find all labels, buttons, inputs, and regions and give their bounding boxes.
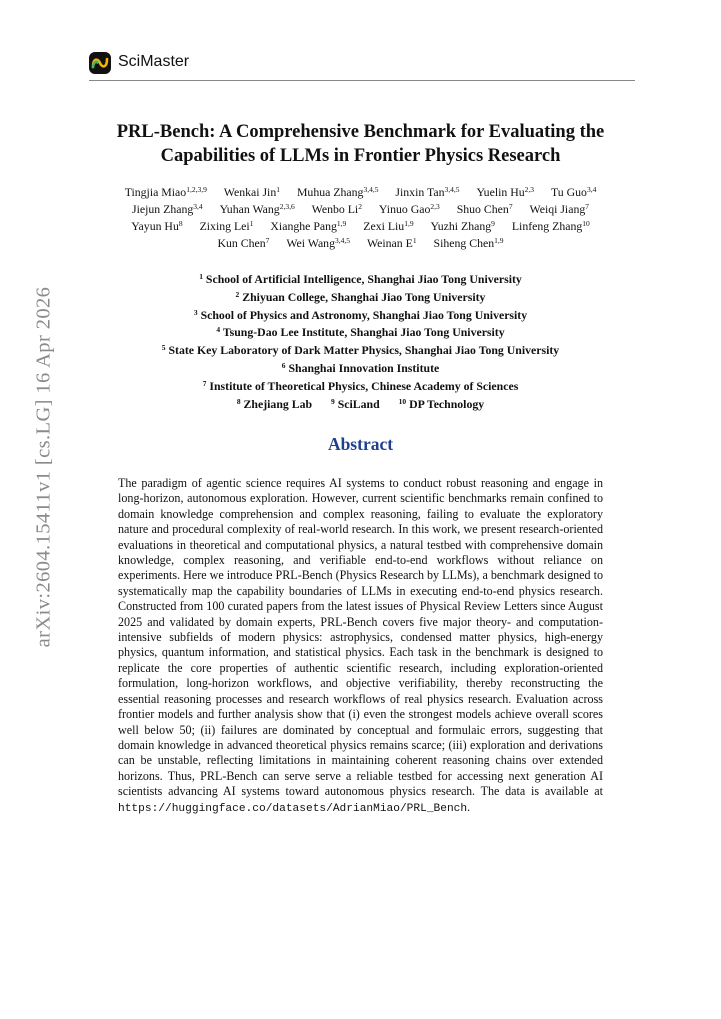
affiliation: $^8$ Zhejiang Lab <box>236 396 313 411</box>
arxiv-identifier: arXiv:2604.15411v1 [cs.LG] 16 Apr 2026 <box>32 286 55 648</box>
affiliation: $^2$ Zhiyuan College, Shanghai Jiao Tong University <box>235 289 486 304</box>
title-line-2: Capabilities of LLMs in Frontier Physics Research <box>160 146 561 166</box>
abstract-text: (Physics Research by LLMs), a benchmark designed to systematically map the capability boundaries of LLMs in executing end-to-end physics research. Constructed from 100 curated papers from the latest issues of Physical Review Letters since August 2025 and validated by domain experts, <box>118 568 604 629</box>
author: Zixing Lei$^1$ <box>199 219 254 233</box>
author: Yinuo Gao$^{2,3}$ <box>378 202 440 216</box>
author-list <box>75 184 646 252</box>
author: Weiqi Jiang$^7$ <box>529 202 589 216</box>
benchmark-name: PRL-Bench <box>320 614 378 629</box>
affiliation: $^3$ School of Physics and Astronomy, Shanghai Jiao Tong University <box>193 307 528 322</box>
author: Zexi Liu$^{1,9}$ <box>363 219 414 233</box>
benchmark-name: PRL-Bench <box>275 568 333 583</box>
affiliation-list <box>75 271 646 413</box>
author: Tu Guo$^{3,4}$ <box>550 185 597 199</box>
affiliation-line <box>75 396 646 414</box>
affiliation: $^5$ State Key Laboratory of Dark Matter Physics, Shanghai Jiao Tong University <box>161 343 560 358</box>
affiliation: $^9$ SciLand <box>331 396 380 411</box>
author: Kun Chen$^7$ <box>217 236 270 250</box>
title-line-1: PRL-Bench: A Comprehensive Benchmark for Evaluating the <box>116 122 605 142</box>
abstract-body: The paradigm of agentic science requires AI systems to conduct robust reasoning and engage in long-horizon, autonomous exploration. However, current scientific benchmarks remain confined to domain knowledge comprehension and complex reasoning, failing to evaluate the exploratory nature and procedural complexity of real-world research. In this work, we present research-oriented evaluations in theoretical and computational physics, a natural testbed with comprehensive domain knowledge, complex reasoning, and verifiable end-to-end workflows without reliance on experiments. Here we introduce PRL-Bench (Physics Research by LLMs), a benchmark designed to systematically map the capability boundaries of LLMs in executing end-to-end physics research. Constructed from 100 curated papers from the latest issues of Physical Review Letters since August 2025 and validated by domain experts, PRL-Bench covers five major theory- and computation-intensive subfields of modern physics: astrophysics, condensed matter physics, high-energy physics, quantum information, and statistical physics. Each task in the benchmark is designed to replicate the core properties of authentic scientific research, including exploration-oriented formulation, long-horizon workflows, and objective verifiability, thereby reconstructing the essential reasoning processes and research workflows of real physics research. Evaluation across frontier models and further analysis show that (i) even the strongest models achieve overall scores well below 50; (ii) failures are dominated by conceptual and formulaic errors, suggesting that domain knowledge in advanced theoretical physics remains scarce; (iii) exploration and derivations can be unstable, reflecting limitations in maintaining coherent reasoning chains over extended horizons. Thus, PRL-Bench can serve serve a reliable testbed for accessing next generation AI scientists advancing AI systems toward autonomous physics research. The data is available at https://huggingface.co/datasets/AdrianMiao/PRL_Bench. <box>118 476 604 815</box>
author: Wei Wang$^{3,4,5}$ <box>286 236 350 250</box>
scimaster-logo-icon <box>89 52 111 74</box>
author: Xianghe Pang$^{1,9}$ <box>270 219 347 233</box>
author: Wenkai Jin$^1$ <box>223 185 280 199</box>
author: Linfeng Zhang$^{10}$ <box>511 219 590 233</box>
author: Jiejun Zhang$^{3,4}$ <box>132 202 203 216</box>
affiliation: $^{10}$ DP Technology <box>398 396 485 411</box>
author: Siheng Chen$^{1,9}$ <box>433 236 504 250</box>
affiliation: $^4$ Tsung-Dao Lee Institute, Shanghai Jiao Tong University <box>216 325 505 340</box>
dataset-url[interactable]: https://huggingface.co/datasets/AdrianMiao/PRL_Bench <box>118 802 468 815</box>
author: Muhua Zhang$^{3,4,5}$ <box>296 185 379 199</box>
author: Yuhan Wang$^{2,3,6}$ <box>219 202 295 216</box>
author: Yayun Hu$^8$ <box>131 219 183 233</box>
author: Jinxin Tan$^{3,4,5}$ <box>395 185 460 199</box>
affiliation: $^7$ Institute of Theoretical Physics, Chinese Academy of Sciences <box>202 378 519 393</box>
author: Yuelin Hu$^{2,3}$ <box>476 185 535 199</box>
page-header <box>89 50 635 81</box>
author: Wenbo Li$^2$ <box>311 202 362 216</box>
author-line <box>75 184 646 201</box>
abstract-text: The paradigm of agentic science requires AI systems to conduct robust reasoning and engage in long-horizon, autonomous exploration. However, current scientific benchmarks remain confined to domain knowledge comprehension and complex reasoning, failing to evaluate the exploratory nature and procedural complexity of real-world research. In this work, we present research-oriented evaluations in theoretical and computational physics, a natural testbed with comprehensive domain knowledge, complex reasoning, and verifiable end-to-end workflows without reliance on experiments. Here we introduce <box>118 476 603 583</box>
author-line <box>75 201 646 218</box>
benchmark-name: PRL-Bench <box>200 768 258 783</box>
paper-title <box>60 120 661 168</box>
abstract-heading: Abstract <box>327 434 394 454</box>
abstract-text: can serve serve a reliable testbed for accessing next generation AI scientists advancing AI systems toward autonomous physics research. The data is available at <box>118 768 603 799</box>
abstract-text: covers five major theory- and computation-intensive subfields of modern physics: astrophysics, condensed matter physics, high-energy physics, quantum information, and statistical physics. Each task in the benchmark is designed to replicate the core properties of authentic scientific research, including exploration-oriented formulation, long-horizon workflows, and objective verifiability, thereby reconstructing the essential reasoning processes and research workflows of real physics research. Evaluation across frontier models and further analysis show that (i) even the strongest models achieve overall scores well below 50; (ii) failures are dominated by conceptual and formulaic errors, suggesting that domain knowledge in advanced theoretical physics remains scarce; (iii) exploration and derivations can be unstable, reflecting limitations in maintaining coherent reasoning chains over extended horizons. Thus, <box>118 614 604 783</box>
affiliation: $^6$ Shanghai Innovation Institute <box>281 360 440 375</box>
author-line <box>75 235 646 252</box>
author: Yuzhi Zhang$^9$ <box>430 219 495 233</box>
author: Tingjia Miao$^{1,2,3,9}$ <box>124 185 207 199</box>
brand-name: SciMaster <box>118 53 190 70</box>
author: Shuo Chen$^7$ <box>456 202 513 216</box>
author-line <box>75 218 646 235</box>
author: Weinan $E^1$ <box>366 236 417 250</box>
affiliation: $^1$ School of Artificial Intelligence, Shanghai Jiao Tong University <box>199 272 522 286</box>
